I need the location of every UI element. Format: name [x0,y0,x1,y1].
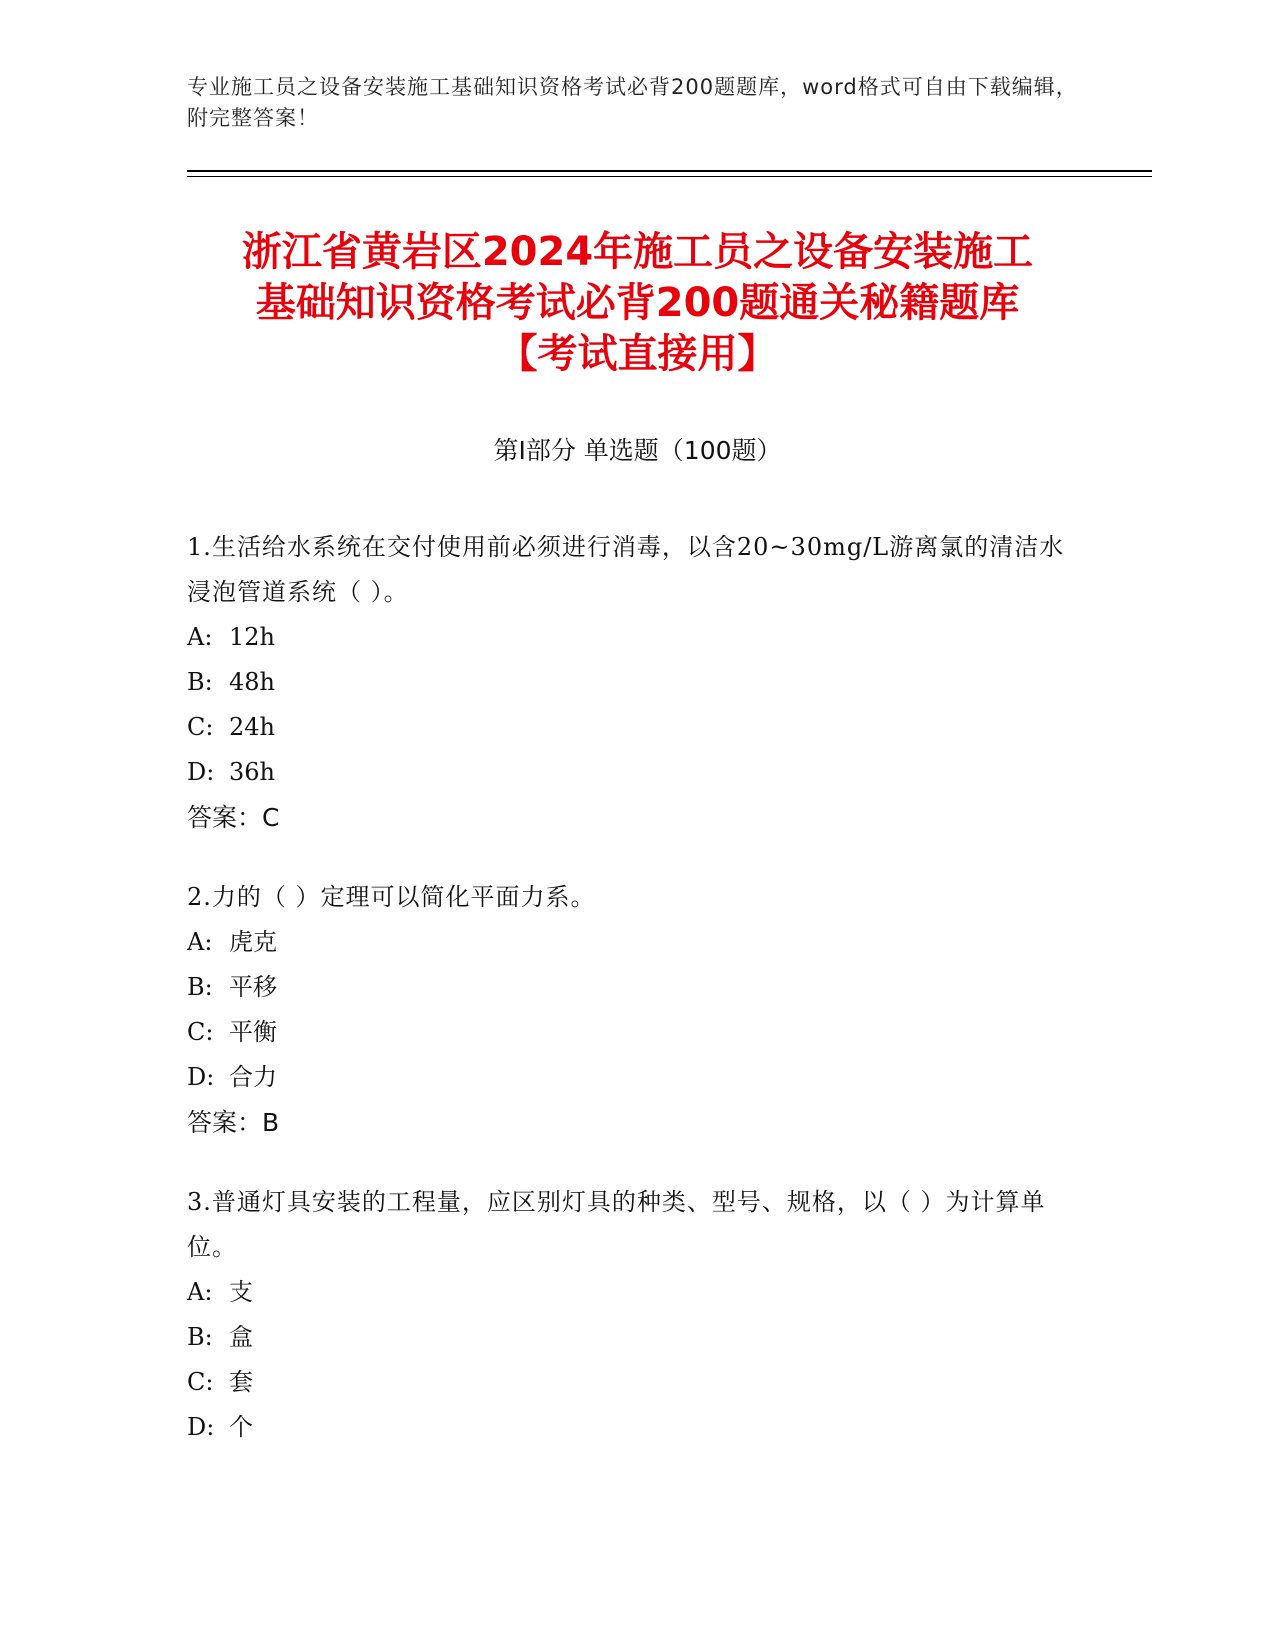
option-text: 36h [229,758,275,786]
option-a [187,1270,1067,1315]
option-d [187,750,1067,795]
option-letter: C: [187,713,214,741]
option-letter: A: [187,623,213,651]
title-line-2: 基础知识资格考试必背200题通关秘籍题库 [255,280,1020,326]
question-text: 3.普通灯具安装的工程量，应区别灯具的种类、型号、规格，以（ ）为计算单位。 [187,1188,1046,1261]
option-letter: C: [187,1368,214,1396]
question-list [187,525,1067,1485]
header-rule-thin [187,176,1152,177]
option-text: 平移 [229,973,277,1001]
option-text: 12h [229,623,275,651]
question-text: 2.力的（ ）定理可以简化平面力系。 [187,883,596,911]
option-letter: D: [187,1413,215,1441]
option-letter: A: [187,928,213,956]
option-letter: D: [187,1063,215,1091]
answer-line: 答案：B [187,1108,280,1137]
option-letter: A: [187,1278,213,1306]
document-title [150,227,1125,380]
option-c [187,1360,1067,1405]
title-line-1: 浙江省黄岩区2024年施工员之设备安装施工 [241,229,1034,275]
option-letter: B: [187,668,213,696]
option-text: 48h [229,668,275,696]
option-letter: C: [187,1018,214,1046]
option-b [187,1315,1067,1360]
option-text: 合力 [229,1063,277,1091]
option-text: 盒 [229,1323,253,1351]
option-a [187,615,1067,660]
option-b [187,965,1067,1010]
header-note: 专业施工员之设备安装施工基础知识资格考试必背200题题库，word格式可自由下载编辑，附完整答案！ [187,75,1078,130]
option-c [187,1010,1067,1055]
option-text: 24h [229,713,275,741]
option-text: 平衡 [229,1018,277,1046]
option-letter: D: [187,758,215,786]
option-b [187,660,1067,705]
title-line-3: 【考试直接用】 [497,331,778,377]
question-2 [187,875,1067,1145]
option-text: 虎克 [229,928,277,956]
option-c [187,705,1067,750]
option-text: 套 [229,1368,253,1396]
header-rule-thick [187,170,1152,172]
option-d [187,1405,1067,1450]
option-text: 支 [229,1278,253,1306]
option-a [187,920,1067,965]
question-text: 1.生活给水系统在交付使用前必须进行消毒，以含20~30mg/L游离氯的清洁水浸泡管道系统（ ）。 [187,533,1065,606]
option-text: 个 [229,1413,253,1441]
option-letter: B: [187,1323,213,1351]
answer-line: 答案：C [187,803,280,832]
option-d [187,1055,1067,1100]
question-3 [187,1180,1067,1450]
option-letter: B: [187,973,213,1001]
section-title: 第Ⅰ部分 单选题（100题） [493,436,782,465]
question-1 [187,525,1067,840]
